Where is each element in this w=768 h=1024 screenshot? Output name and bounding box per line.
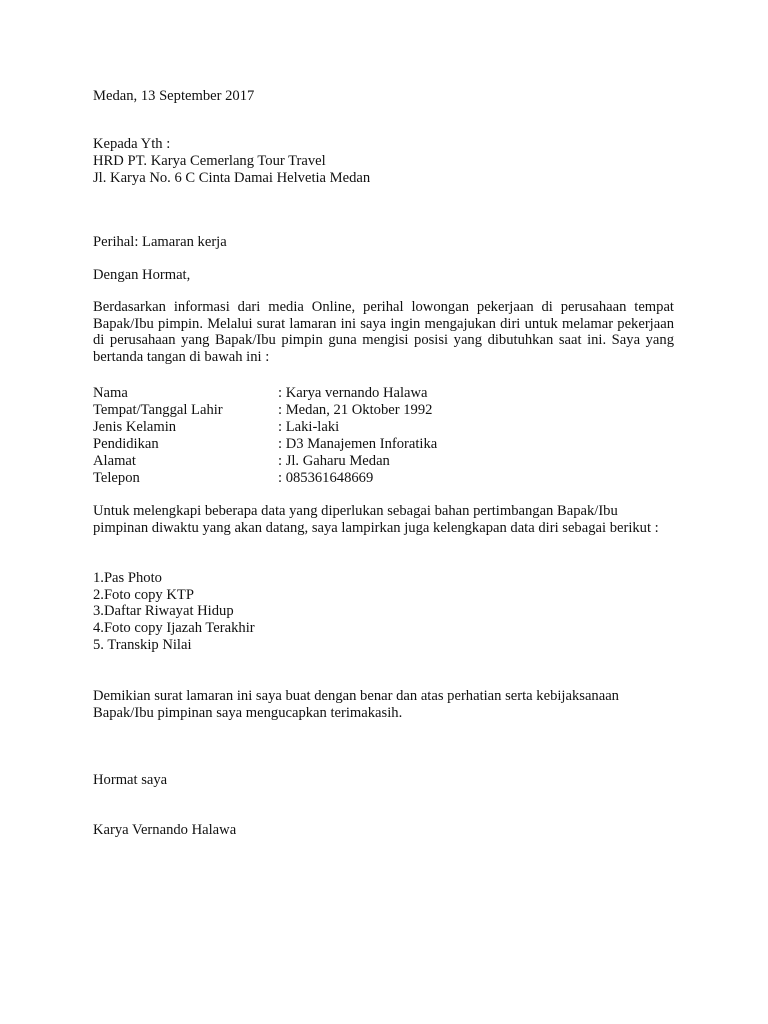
attachment-item: 4.Foto copy Ijazah Terakhir [93, 620, 255, 636]
identity-value: : Laki-laki [278, 419, 340, 435]
attachment-item: 2.Foto copy KTP [93, 587, 194, 603]
identity-value: : D3 Manajemen Inforatika [278, 436, 438, 452]
identity-row-phone [93, 470, 493, 487]
opening-paragraph: Berdasarkan informasi dari media Online, perihal lowongan pekerjaan di perusahaan tempat Bapak/Ibu pimpin. Melalui surat lamaran ini saya ingin mengajukan diri untuk melamar pekerjaan di perusahaan yang Bapak/Ibu pimpin guna mengisi posisi yang dibutuhkan saat ini. Saya yang bertanda tangan di bawah ini : [93, 299, 674, 365]
identity-label: Alamat [93, 453, 136, 469]
recipient-company: HRD PT. Karya Cemerlang Tour Travel [93, 153, 326, 169]
identity-value: : Karya vernando Halawa [278, 385, 428, 401]
attachment-item: 5. Transkip Nilai [93, 637, 192, 653]
identity-row-education [93, 436, 493, 453]
identity-row-name [93, 385, 493, 402]
greeting: Dengan Hormat, [93, 267, 191, 283]
identity-label: Pendidikan [93, 436, 159, 452]
recipient-address: Jl. Karya No. 6 C Cinta Damai Helvetia Medan [93, 170, 371, 186]
identity-label: Telepon [93, 470, 140, 486]
subject-line: Perihal: Lamaran kerja [93, 234, 227, 250]
attachment-intro: Untuk melengkapi beberapa data yang diperlukan sebagai bahan pertimbangan Bapak/Ibu pimpinan diwaktu yang akan datang, saya lampirkan juga kelengkapan data diri sebagai berikut : [93, 503, 659, 536]
identity-row-gender [93, 419, 493, 436]
identity-row-birth [93, 402, 493, 419]
place-date: Medan, 13 September 2017 [93, 88, 255, 104]
recipient-salutation: Kepada Yth : [93, 136, 171, 152]
identity-row-address [93, 453, 493, 470]
sign-off: Hormat saya [93, 772, 168, 788]
attachment-item: 3.Daftar Riwayat Hidup [93, 603, 234, 619]
identity-value: : 085361648669 [278, 470, 374, 486]
identity-label: Nama [93, 385, 128, 401]
identity-label: Jenis Kelamin [93, 419, 177, 435]
identity-value: : Jl. Gaharu Medan [278, 453, 390, 469]
attachment-item: 1.Pas Photo [93, 570, 162, 586]
closing-paragraph: Demikian surat lamaran ini saya buat dengan benar dan atas perhatian serta kebijaksanaan Bapak/Ibu pimpinan saya mengucapkan terimakasih. [93, 688, 619, 721]
signature-name: Karya Vernando Halawa [93, 822, 237, 838]
identity-label: Tempat/Tanggal Lahir [93, 402, 223, 418]
identity-value: : Medan, 21 Oktober 1992 [278, 402, 433, 418]
